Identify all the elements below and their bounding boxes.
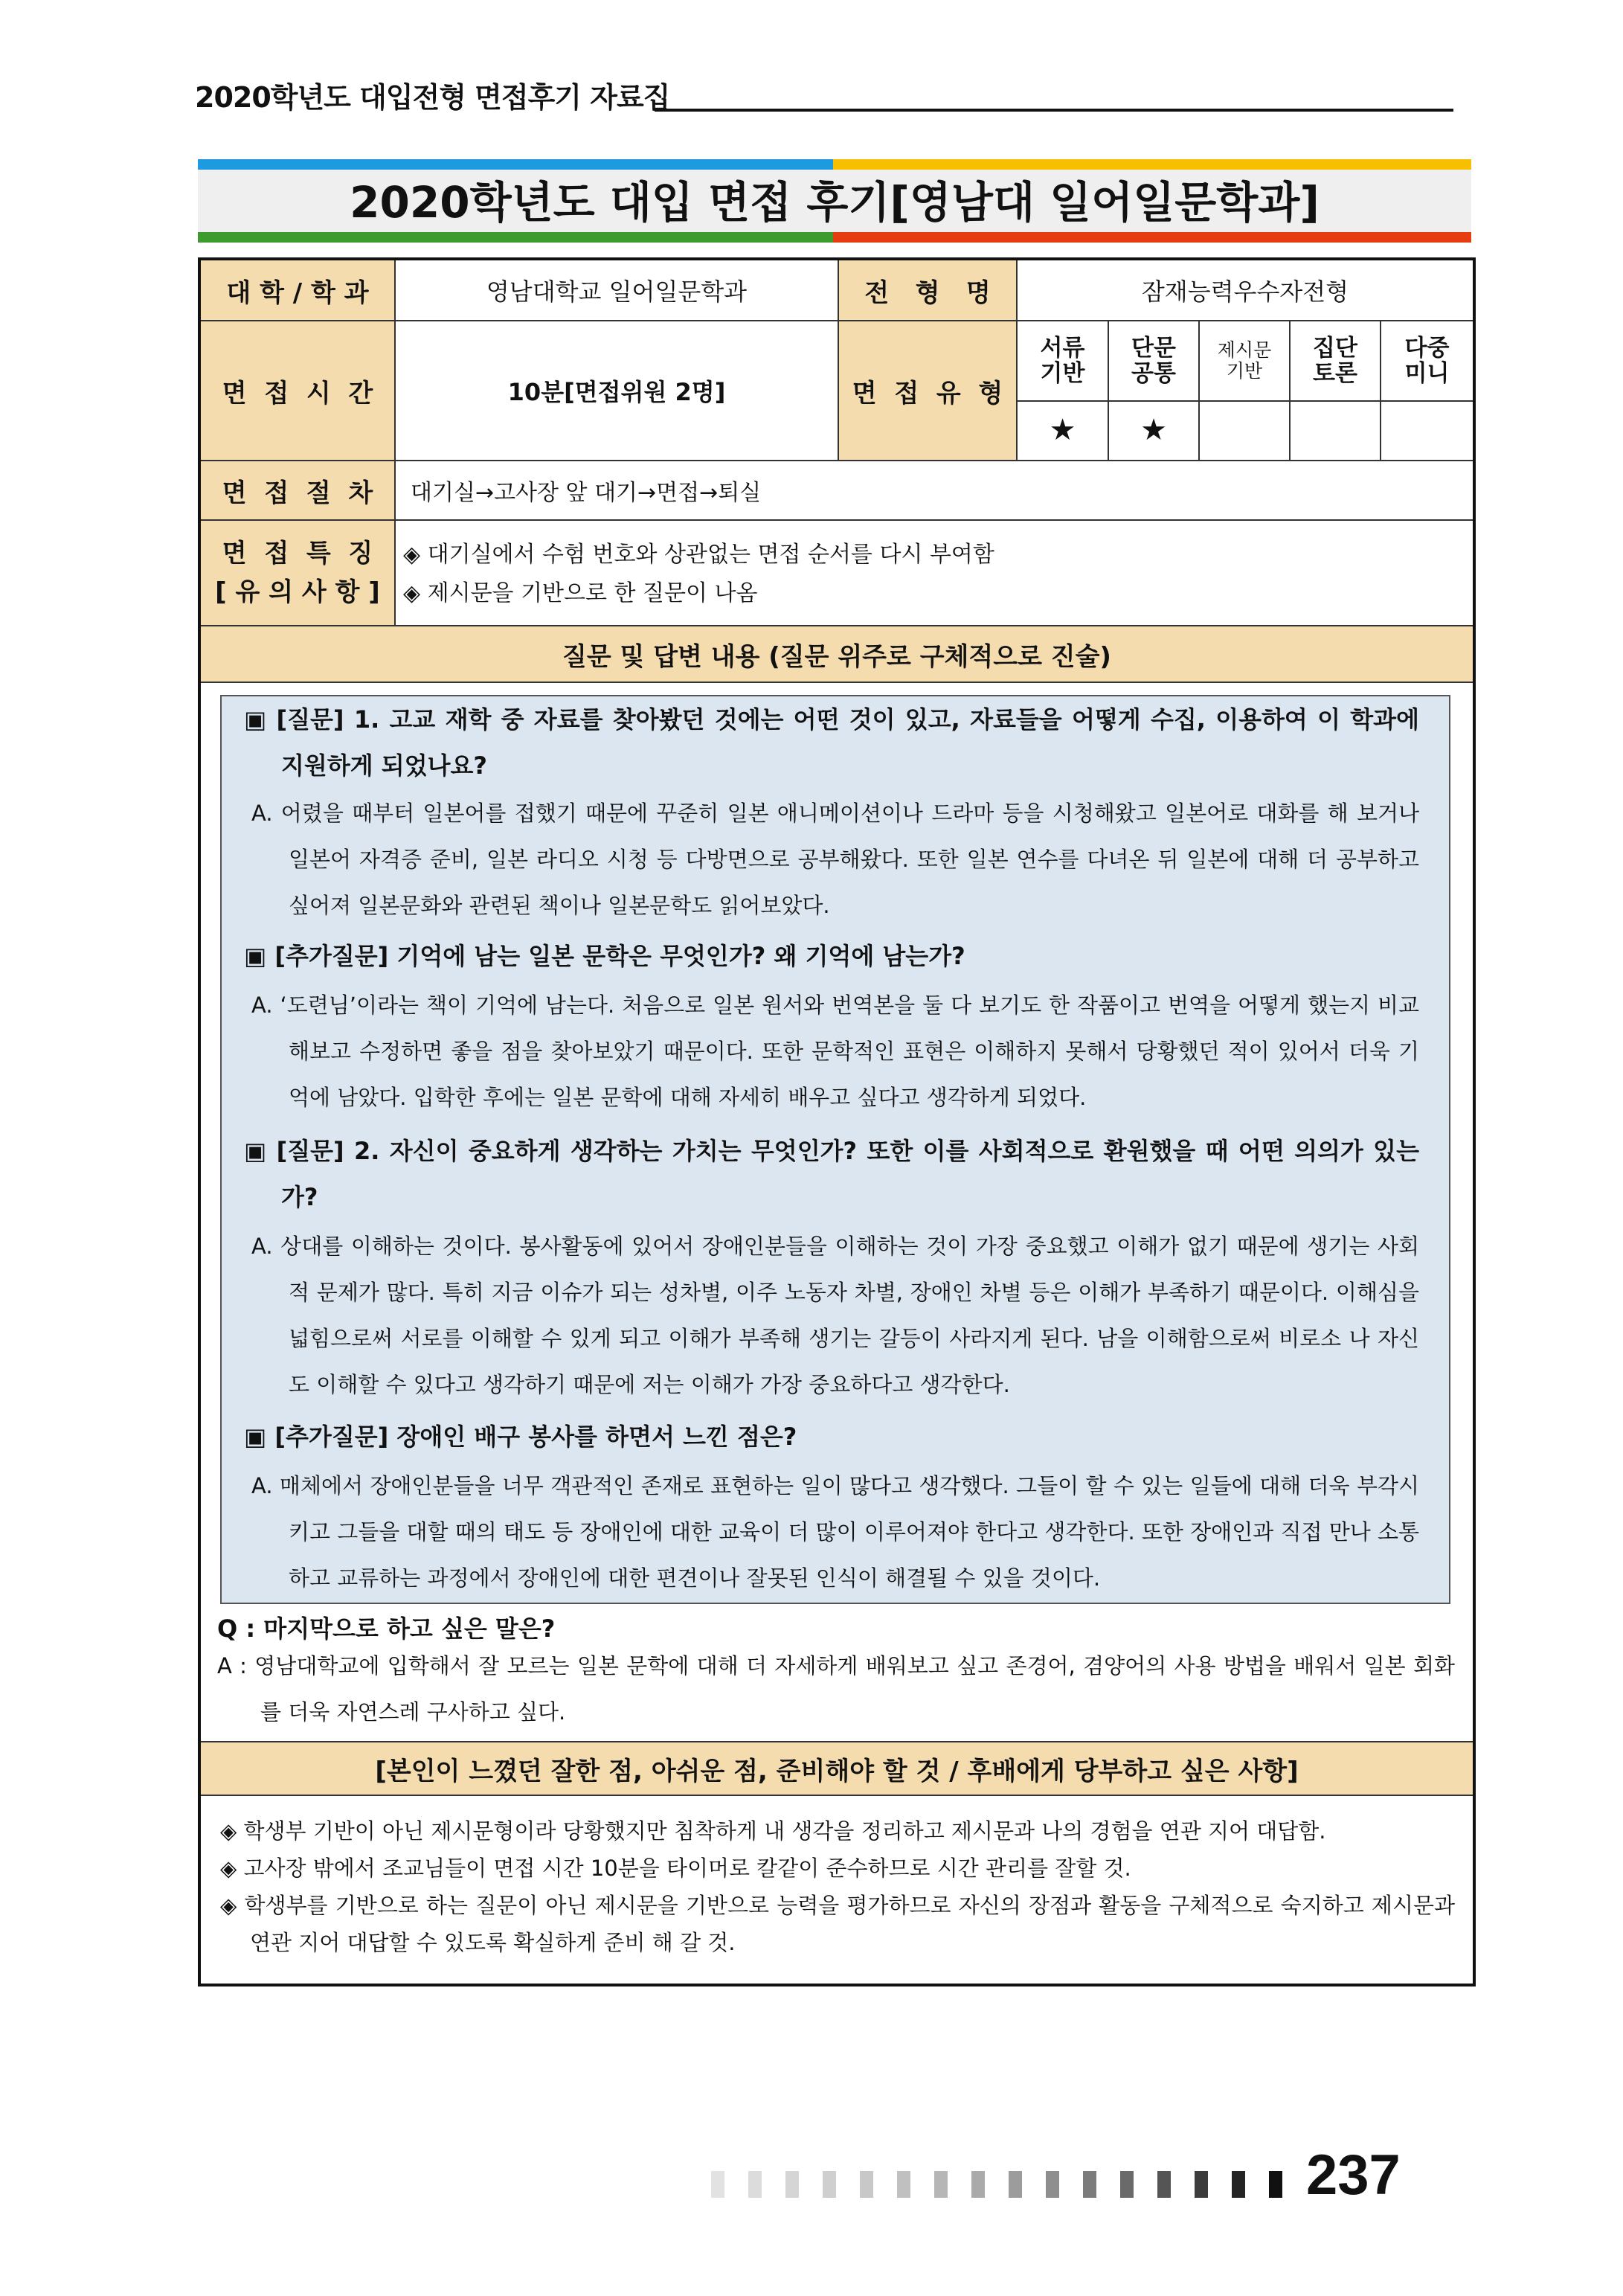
final-answer: A : 영남대학교에 입학해서 잘 모르는 일본 문학에 대해 더 자세하게 배워보고 싶고 존경어, 겸양어의 사용 방법을 배워서 일본 회화를 더욱 자연스레 구사하고 싶다. bbox=[217, 1653, 1455, 1725]
running-header: 2020학년도 대입전형 면접후기 자료집 bbox=[195, 81, 670, 114]
footer-block bbox=[1009, 2171, 1022, 2198]
footer-block bbox=[1120, 2171, 1134, 2198]
tip-1: ◈ 학생부 기반이 아닌 제시문형이라 당황했지만 침착하게 내 생각을 정리하고 제시문과 나의 경험을 연관 지어 대답함. bbox=[220, 1818, 1326, 1844]
answer-1: A. 어렸을 때부터 일본어를 접했기 때문에 꾸준히 일본 애니메이션이나 드라마 등을 시청해왔고 일본어로 대화를 해 보거나 일본어 자격증 준비, 일본 라디오 시청 등 다방면으로 공부해왔다. 또한 일본 연수를 다녀온 뒤 일본에 대해 더 공부하고 싶어져 일본문화와 관련된 책이나 일본문학도 읽어보았다. bbox=[251, 801, 1419, 918]
answer-3: A. 상대를 이해하는 것이다. 봉사활동에 있어서 장애인분들을 이해하는 것이 가장 중요했고 이해가 없기 때문에 생기는 사회적 문제가 많다. 특히 지금 이슈가 되는 성차별, 이주 노동자 차별, 장애인 차별 등은 이해가 부족하기 때문이다. 이해심을 넓힘으로써 서로를 이해할 수 있게 되고 이해가 부족해 생기는 갈등이 사라지게 된다. 남을 이해함으로써 비로소 나 자신도 이해할 수 있다고 생각하기 때문에 저는 이해가 가장 중요하다고 생각한다. bbox=[251, 1234, 1419, 1397]
type-col-document bbox=[1018, 321, 1109, 460]
row-procedure bbox=[201, 461, 1473, 521]
type-mark-passage bbox=[1200, 400, 1289, 460]
footer-block bbox=[711, 2171, 724, 2198]
title-bar-blue bbox=[198, 159, 833, 170]
footer-block bbox=[823, 2171, 836, 2198]
footer-block bbox=[1195, 2171, 1208, 2198]
question-3: ▣ [질문] 2. 자신이 중요하게 생각하는 가치는 무엇인가? 또한 이를 사회적으로 환원했을 때 어떤 의의가 있는가? bbox=[244, 1137, 1419, 1211]
type-mark-document: ★ bbox=[1049, 413, 1076, 447]
university-label: 대 학 / 학 과 bbox=[201, 260, 396, 320]
title-bar-green bbox=[198, 232, 833, 243]
procedure-label: 면 접 절 차 bbox=[201, 461, 396, 519]
title-bar-red bbox=[833, 232, 1471, 243]
type-col-short-common bbox=[1109, 321, 1200, 460]
interview-type-grid bbox=[1018, 321, 1473, 460]
tips-section-header: [본인이 느꼈던 잘한 점, 아쉬운 점, 준비해야 할 것 / 후배에게 당부하고 싶은 사항] bbox=[201, 1741, 1473, 1796]
qa-section-header: 질문 및 답변 내용 (질문 위주로 구체적으로 진술) bbox=[201, 625, 1473, 683]
footer-block bbox=[860, 2171, 873, 2198]
features-label-line1: 면 접 특 징 bbox=[222, 539, 373, 568]
row-university bbox=[201, 260, 1473, 321]
type-head-document: 서류 기반 bbox=[1018, 321, 1108, 402]
type-head-group: 집단 토론 bbox=[1291, 321, 1380, 402]
type-mark-group bbox=[1291, 400, 1380, 460]
footer-block bbox=[1083, 2171, 1096, 2198]
features-label-line2: [ 유 의 사 항 ] bbox=[215, 577, 380, 607]
interview-review-table bbox=[198, 257, 1476, 1986]
interview-type-label: 면 접 유 형 bbox=[839, 321, 1018, 460]
procedure-value: 대기실→고사장 앞 대기→면접→퇴실 bbox=[411, 480, 762, 506]
type-col-group bbox=[1291, 321, 1381, 460]
footer-block bbox=[748, 2171, 762, 2198]
university-value: 영남대학교 일어일문학과 bbox=[396, 260, 839, 320]
footer-block bbox=[785, 2171, 799, 2198]
interview-time-value: 10분[면접위원 2명] bbox=[396, 321, 839, 460]
footer-block bbox=[1232, 2171, 1245, 2198]
type-head-short-common: 단문 공통 bbox=[1109, 321, 1198, 402]
type-head-mmi: 다중 미니 bbox=[1381, 321, 1473, 402]
running-header-rule bbox=[655, 109, 1453, 112]
footer-block bbox=[1046, 2171, 1059, 2198]
title-bar-yellow bbox=[833, 159, 1471, 170]
tip-2: ◈ 고사장 밖에서 조교님들이 면접 시간 10분을 타이머로 칼같이 준수하므로 시간 관리를 잘할 것. bbox=[220, 1856, 1131, 1881]
feature-note-1: ◈ 대기실에서 수험 번호와 상관없는 면접 순서를 다시 부여함 bbox=[403, 542, 994, 568]
footer-block bbox=[971, 2171, 985, 2198]
interview-time-label: 면 접 시 간 bbox=[201, 321, 396, 460]
tip-3: ◈ 학생부를 기반으로 하는 질문이 아닌 제시문을 기반으로 능력을 평가하므로 자신의 장점과 활동을 구체적으로 숙지하고 제시문과 연관 지어 대답할 수 있도록 확실하게 준비 해 갈 것. bbox=[220, 1893, 1455, 1955]
page-title: 2020학년도 대입 면접 후기[영남대 일어일문학과] bbox=[350, 177, 1320, 228]
question-1: ▣ [질문] 1. 고교 재학 중 자료를 찾아봤던 것에는 어떤 것이 있고, 자료들을 어떻게 수집, 이용하여 이 학과에 지원하게 되었나요? bbox=[244, 705, 1419, 780]
admission-type-label: 전 형 명 bbox=[839, 260, 1018, 320]
footer-block bbox=[1269, 2171, 1282, 2198]
features-label bbox=[201, 521, 396, 625]
footer-block bbox=[1157, 2171, 1171, 2198]
type-col-mmi bbox=[1381, 321, 1473, 460]
question-2: ▣ [추가질문] 기억에 남는 일본 문학은 무엇인가? 왜 기억에 남는가? bbox=[244, 942, 965, 970]
question-4: ▣ [추가질문] 장애인 배구 봉사를 하면서 느낀 점은? bbox=[244, 1423, 797, 1451]
row-features bbox=[201, 521, 1473, 625]
type-mark-mmi bbox=[1381, 400, 1473, 460]
type-mark-short-common: ★ bbox=[1140, 413, 1167, 447]
type-col-passage bbox=[1200, 321, 1291, 460]
row-interview-time bbox=[201, 321, 1473, 461]
page-number: 237 bbox=[1306, 2143, 1401, 2207]
footer-block bbox=[897, 2171, 910, 2198]
final-question: Q : 마지막으로 하고 싶은 말은? bbox=[217, 1614, 556, 1643]
feature-note-2: ◈ 제시문을 기반으로 한 질문이 나옴 bbox=[403, 580, 758, 606]
footer-block bbox=[934, 2171, 948, 2198]
type-head-passage: 제시문 기반 bbox=[1200, 321, 1289, 402]
answer-4: A. 매체에서 장애인분들을 너무 객관적인 존재로 표현하는 일이 많다고 생각했다. 그들이 할 수 있는 일들에 대해 더욱 부각시키고 그들을 대할 때의 태도 등 장애인에 대한 교육이 더 많이 이루어져야 한다고 생각한다. 또한 장애인과 직접 만나 소통하고 교류하는 과정에서 장애인에 대한 편견이나 잘못된 인식이 해결될 수 있을 것이다. bbox=[251, 1473, 1419, 1591]
admission-type-value: 잠재능력우수자전형 bbox=[1141, 278, 1349, 306]
answer-2: A. ‘도련님’이라는 책이 기억에 남는다. 처음으로 일본 원서와 번역본을 둘 다 보기도 한 작품이고 번역을 어떻게 했는지 비교해보고 수정하면 좋을 점을 찾아보았기 때문이다. 또한 문학적인 표현은 이해하지 못해서 당황했던 적이 있어서 더욱 기억에 남았다. 입학한 후에는 일본 문학에 대해 자세히 배우고 싶다고 생각하게 되었다. bbox=[251, 993, 1419, 1110]
qa-box bbox=[220, 695, 1450, 1604]
